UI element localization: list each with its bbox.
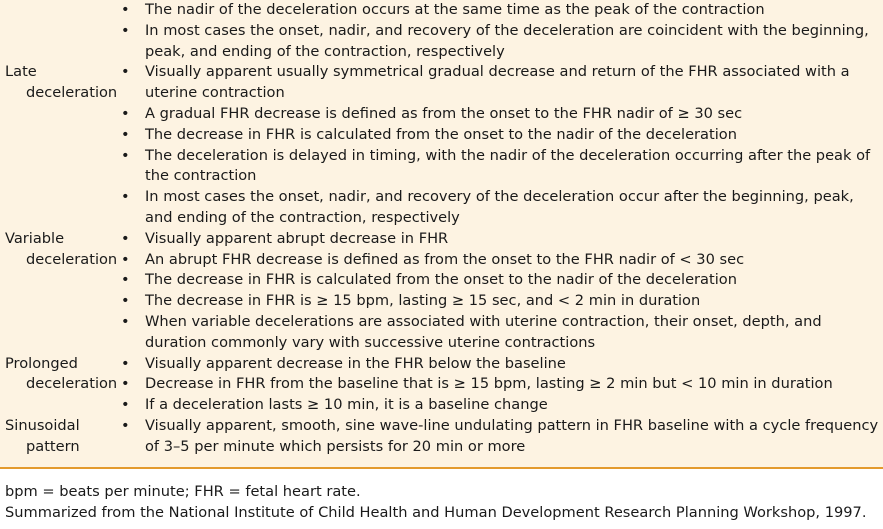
definition-list [118, 0, 883, 62]
term-text: Variable [5, 229, 65, 247]
table-row [0, 354, 883, 416]
definition-item: • The decrease in FHR is calculated from the onset to the nadir of the deceleration [118, 125, 883, 146]
term-text: Prolonged [5, 354, 78, 372]
definition-list [118, 416, 883, 458]
term-text: deceleration [26, 375, 118, 393]
definition-item: • The decrease in FHR is ≥ 15 bpm, lasting ≥ 15 sec, and < 2 min in duration [118, 291, 883, 312]
definition-item: • The decrease in FHR is calculated from the onset to the nadir of the deceleration [118, 270, 883, 291]
term-cell [0, 354, 118, 396]
definition-list [118, 354, 883, 416]
table-footnotes [5, 481, 866, 523]
table-row [0, 0, 883, 62]
definition-item: • Visually apparent usually symmetrical gradual decrease and return of the FHR associated with a uterine contraction [118, 62, 883, 104]
definition-list [118, 229, 883, 354]
term-cell [0, 229, 118, 271]
term-cell [0, 416, 118, 458]
term-text: Late [5, 63, 37, 81]
definition-item: • In most cases the onset, nadir, and recovery of the deceleration occur after the beginning, peak, and ending of the contraction, respectively [118, 187, 883, 229]
term-cell [0, 62, 118, 104]
definition-item: • Visually apparent, smooth, sine wave-line undulating pattern in FHR baseline with a cycle frequency of 3–5 per minute which persists for 20 min or more [118, 416, 883, 458]
table-bottom-rule [0, 467, 883, 469]
table-row [0, 229, 883, 354]
table-row [0, 62, 883, 228]
footnote-text: Summarized from the National Institute of Child Health and Human Development Research Planning Workshop, 1997. [5, 504, 867, 521]
definition-item: • When variable decelerations are associated with uterine contraction, their onset, depth, and duration commonly vary with successive uterine contractions [118, 312, 883, 354]
definition-item: • A gradual FHR decrease is defined as from the onset to the FHR nadir of ≥ 30 sec [118, 104, 883, 125]
definition-item: • An abrupt FHR decrease is defined as from the onset to the FHR nadir of < 30 sec [118, 250, 883, 271]
definition-item: • Visually apparent decrease in the FHR below the baseline [118, 354, 883, 375]
term-text: deceleration [26, 250, 118, 268]
definition-item: • Decrease in FHR from the baseline that is ≥ 15 bpm, lasting ≥ 2 min but < 10 min in duration [118, 374, 883, 395]
definition-item: • If a deceleration lasts ≥ 10 min, it is a baseline change [118, 395, 883, 416]
definition-item: • Visually apparent abrupt decrease in FHR [118, 229, 883, 250]
definition-item: • The deceleration is delayed in timing, with the nadir of the deceleration occurring after the peak of the contraction [118, 146, 883, 188]
table-row [0, 416, 883, 458]
definition-item: • The nadir of the deceleration occurs at the same time as the peak of the contraction [118, 0, 883, 21]
term-text: Sinusoidal [5, 416, 80, 434]
term-text: deceleration [26, 84, 118, 102]
definition-list [118, 62, 883, 228]
term-text: pattern [26, 437, 80, 455]
footnote-text: bpm = beats per minute; FHR = fetal heart rate. [5, 483, 361, 500]
definition-item: • In most cases the onset, nadir, and recovery of the deceleration are coincident with the beginning, peak, and ending of the contraction, respectively [118, 21, 883, 63]
